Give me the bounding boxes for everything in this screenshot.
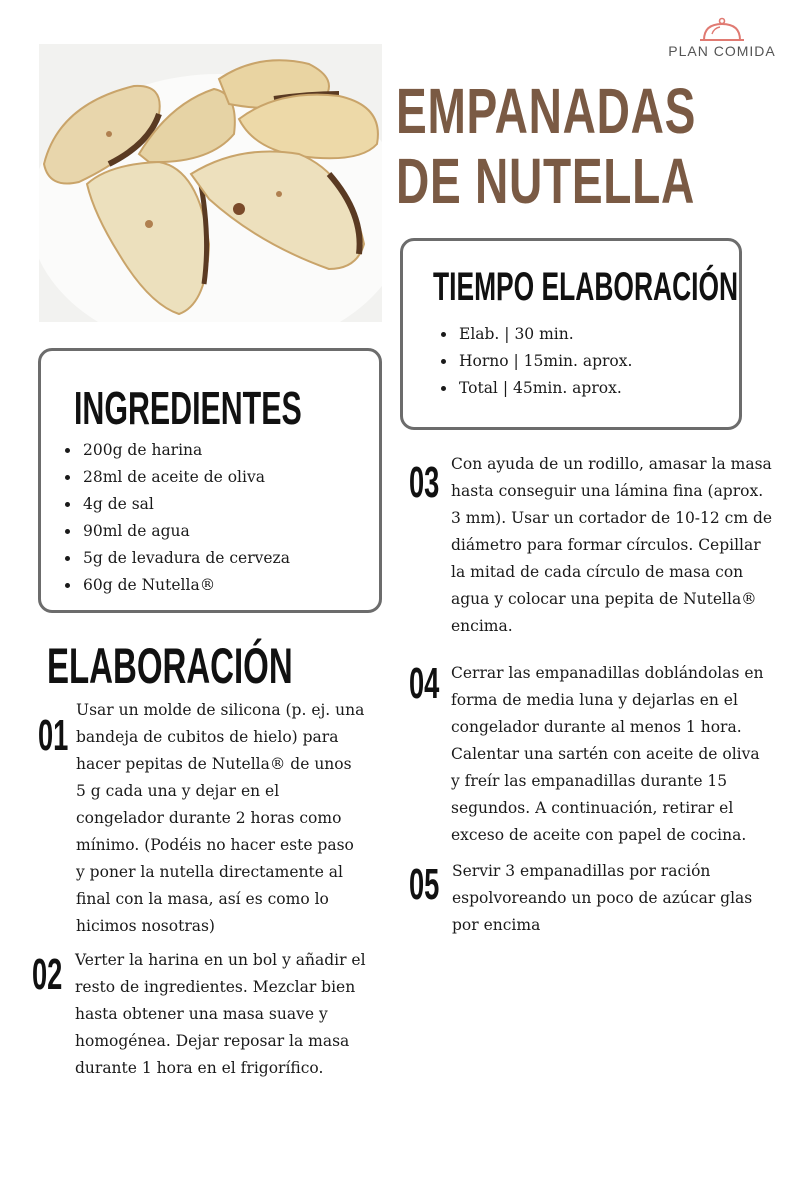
time-item: • Elab. | 30 min. bbox=[457, 321, 632, 348]
step-number: 03 bbox=[409, 458, 440, 507]
step-number: 04 bbox=[409, 659, 440, 708]
step-number: 01 bbox=[38, 711, 69, 760]
time-heading: TIEMPO ELABORACIÓN bbox=[433, 265, 739, 309]
cloche-icon bbox=[664, 14, 780, 44]
time-list bbox=[435, 321, 632, 402]
step-text: Cerrar las empanadillas doblándolas en forma de media luna y dejarlas en el congelador durante al menos 1 hora. Calentar una sartén con aceite de oliva y freír las empanadillas durante 15 segundos. A continuación, retirar el exceso de aceite con papel de cocina. bbox=[451, 664, 764, 844]
step-text: Servir 3 empanadillas por ración espolvoreando un poco de azúcar glas por encima bbox=[452, 862, 753, 934]
step-number: 05 bbox=[409, 860, 440, 909]
step-number: 02 bbox=[32, 950, 63, 999]
ingredient-item: • 90ml de agua bbox=[81, 518, 290, 545]
brand-logo[interactable] bbox=[664, 14, 780, 64]
ingredient-item: • 4g de sal bbox=[81, 491, 290, 518]
ingredient-item: • 60g de Nutella® bbox=[81, 572, 290, 599]
step-text: Verter la harina en un bol y añadir el resto de ingredientes. Mezclar bien hasta obtener una masa suave y homogénea. Dejar reposar la masa durante 1 hora en el frigorífico. bbox=[75, 951, 366, 1077]
empanadas-image bbox=[39, 44, 382, 322]
brand-name: PLAN COMIDA bbox=[668, 43, 776, 59]
recipe-photo bbox=[39, 44, 382, 322]
ingredients-heading: INGREDIENTES bbox=[74, 382, 302, 434]
ingredient-item: • 28ml de aceite de oliva bbox=[81, 464, 290, 491]
title-line-2: DE NUTELLA bbox=[396, 145, 696, 217]
step-text: Usar un molde de silicona (p. ej. una bandeja de cubitos de hielo) para hacer pepitas de Nutella® de unos 5 g cada una y dejar en el congelador durante 2 horas como mínimo. (Podéis no hacer este paso y poner la nutella directamente al final con la masa, así es como lo hicimos nosotras) bbox=[76, 701, 365, 935]
ingredients-box bbox=[38, 348, 382, 613]
ingredient-item: • 5g de levadura de cerveza bbox=[81, 545, 290, 572]
time-item: • Total | 45min. aprox. bbox=[457, 375, 632, 402]
time-box bbox=[400, 238, 742, 430]
step-text: Con ayuda de un rodillo, amasar la masa hasta conseguir una lámina fina (aprox. 3 mm). Usar un cortador de 10-12 cm de diámetro para formar círculos. Cepillar la mitad de cada círculo de masa con agua y colocar una pepita de Nutella® encima. bbox=[451, 455, 773, 635]
time-item: • Horno | 15min. aprox. bbox=[457, 348, 632, 375]
ingredients-list bbox=[59, 437, 290, 599]
title-line-1: EMPANADAS bbox=[396, 75, 697, 147]
recipe-title bbox=[396, 76, 696, 216]
ingredient-item: • 200g de harina bbox=[81, 437, 290, 464]
elaboration-heading: ELABORACIÓN bbox=[47, 638, 293, 694]
